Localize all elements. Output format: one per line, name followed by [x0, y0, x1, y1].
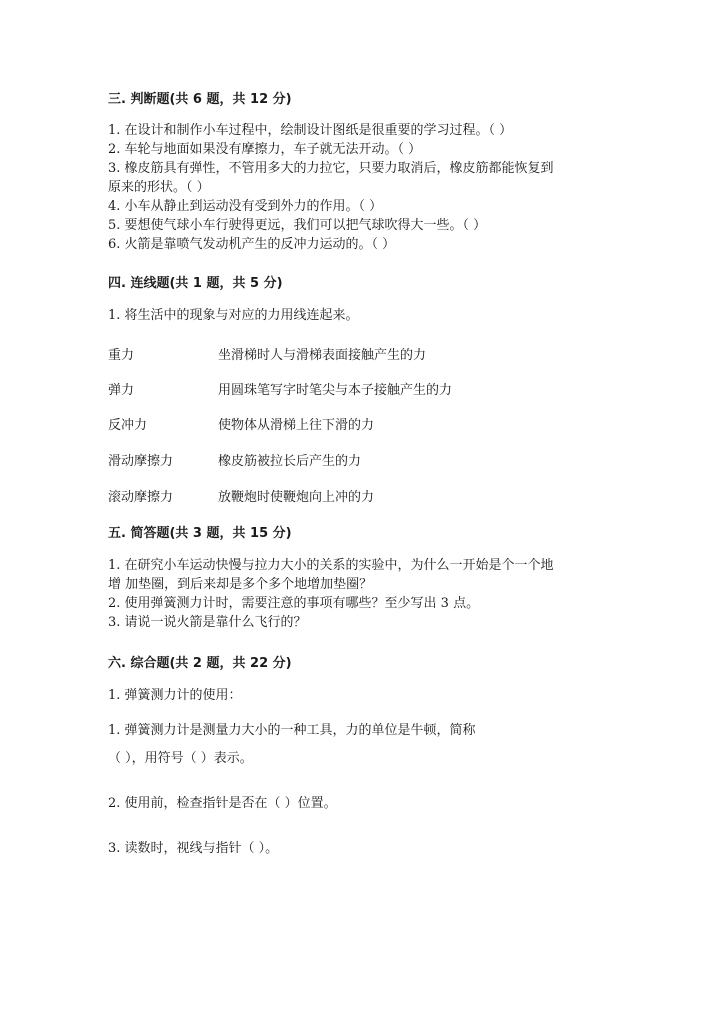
match-right-item: 橡皮筋被拉长后产生的力: [218, 454, 362, 469]
match-right-item: 用圆珠笔写字时笔尖与本子接触产生的力: [218, 383, 453, 398]
match-left-item: 重力: [108, 348, 135, 363]
comprehensive-sub-1-line-1: 1. 弹簧测力计是测量力大小的一种工具，力的单位是牛顿，简称: [108, 723, 476, 738]
section-5-title: 五. 简答题(共 3 题，共 15 分): [108, 526, 292, 541]
short-answer-3: 3. 请说一说火箭是靠什么飞行的？: [108, 615, 307, 630]
match-left-item: 弹力: [108, 383, 135, 398]
comprehensive-sub-1-line-2: （ ），用符号（ ）表示。: [108, 751, 253, 766]
short-answer-2: 2. 使用弹簧测力计时，需要注意的事项有哪些？至少写出 3 点。: [108, 596, 480, 611]
section-4-title: 四. 连线题(共 1 题，共 5 分): [108, 276, 283, 291]
short-answer-1-line-1: 1. 在研究小车运动快慢与拉力大小的关系的实验中，为什么一开始是个一个地: [108, 558, 554, 573]
judge-question-2: 2. 车轮与地面如果没有摩擦力，车子就无法开动。（ ）: [108, 142, 422, 157]
match-left-item: 反冲力: [108, 418, 148, 433]
comprehensive-sub-3: 3. 读数时，视线与指针（ ）。: [108, 841, 279, 856]
match-left-item: 滑动摩擦力: [108, 454, 174, 469]
section-6-title: 六. 综合题(共 2 题，共 22 分): [108, 656, 292, 671]
match-left-item: 滚动摩擦力: [108, 490, 174, 505]
match-right-item: 坐滑梯时人与滑梯表面接触产生的力: [218, 348, 427, 363]
matching-question-1: 1. 将生活中的现象与对应的力用线连起来。: [108, 308, 359, 323]
judge-question-5: 5. 要想使气球小车行驶得更远，我们可以把气球吹得大一些。（ ）: [108, 218, 487, 233]
section-3-title: 三. 判断题(共 6 题，共 12 分): [108, 92, 292, 107]
worksheet-page: [108, 0, 618, 1018]
comprehensive-intro: 1. 弹簧测力计的使用：: [108, 688, 242, 703]
short-answer-1-line-2: 增 加垫圈，到后来却是多个多个地增加垫圈？: [108, 577, 373, 592]
judge-question-3-line-2: 原来的形状。（ ）: [108, 180, 210, 195]
judge-question-6: 6. 火箭是靠喷气发动机产生的反冲力运动的。（ ）: [108, 237, 396, 252]
match-right-item: 放鞭炮时使鞭炮向上冲的力: [218, 490, 375, 505]
judge-question-1: 1. 在设计和制作小车过程中，绘制设计图纸是很重要的学习过程。（ ）: [108, 123, 513, 138]
judge-question-4: 4. 小车从静止到运动没有受到外力的作用。（ ）: [108, 199, 383, 214]
judge-question-3-line-1: 3. 橡皮筋具有弹性，不管用多大的力拉它，只要力取消后，橡皮筋都能恢复到: [108, 161, 554, 176]
comprehensive-sub-2: 2. 使用前，检查指针是否在（ ）位置。: [108, 796, 337, 811]
match-right-item: 使物体从滑梯上往下滑的力: [218, 418, 375, 433]
